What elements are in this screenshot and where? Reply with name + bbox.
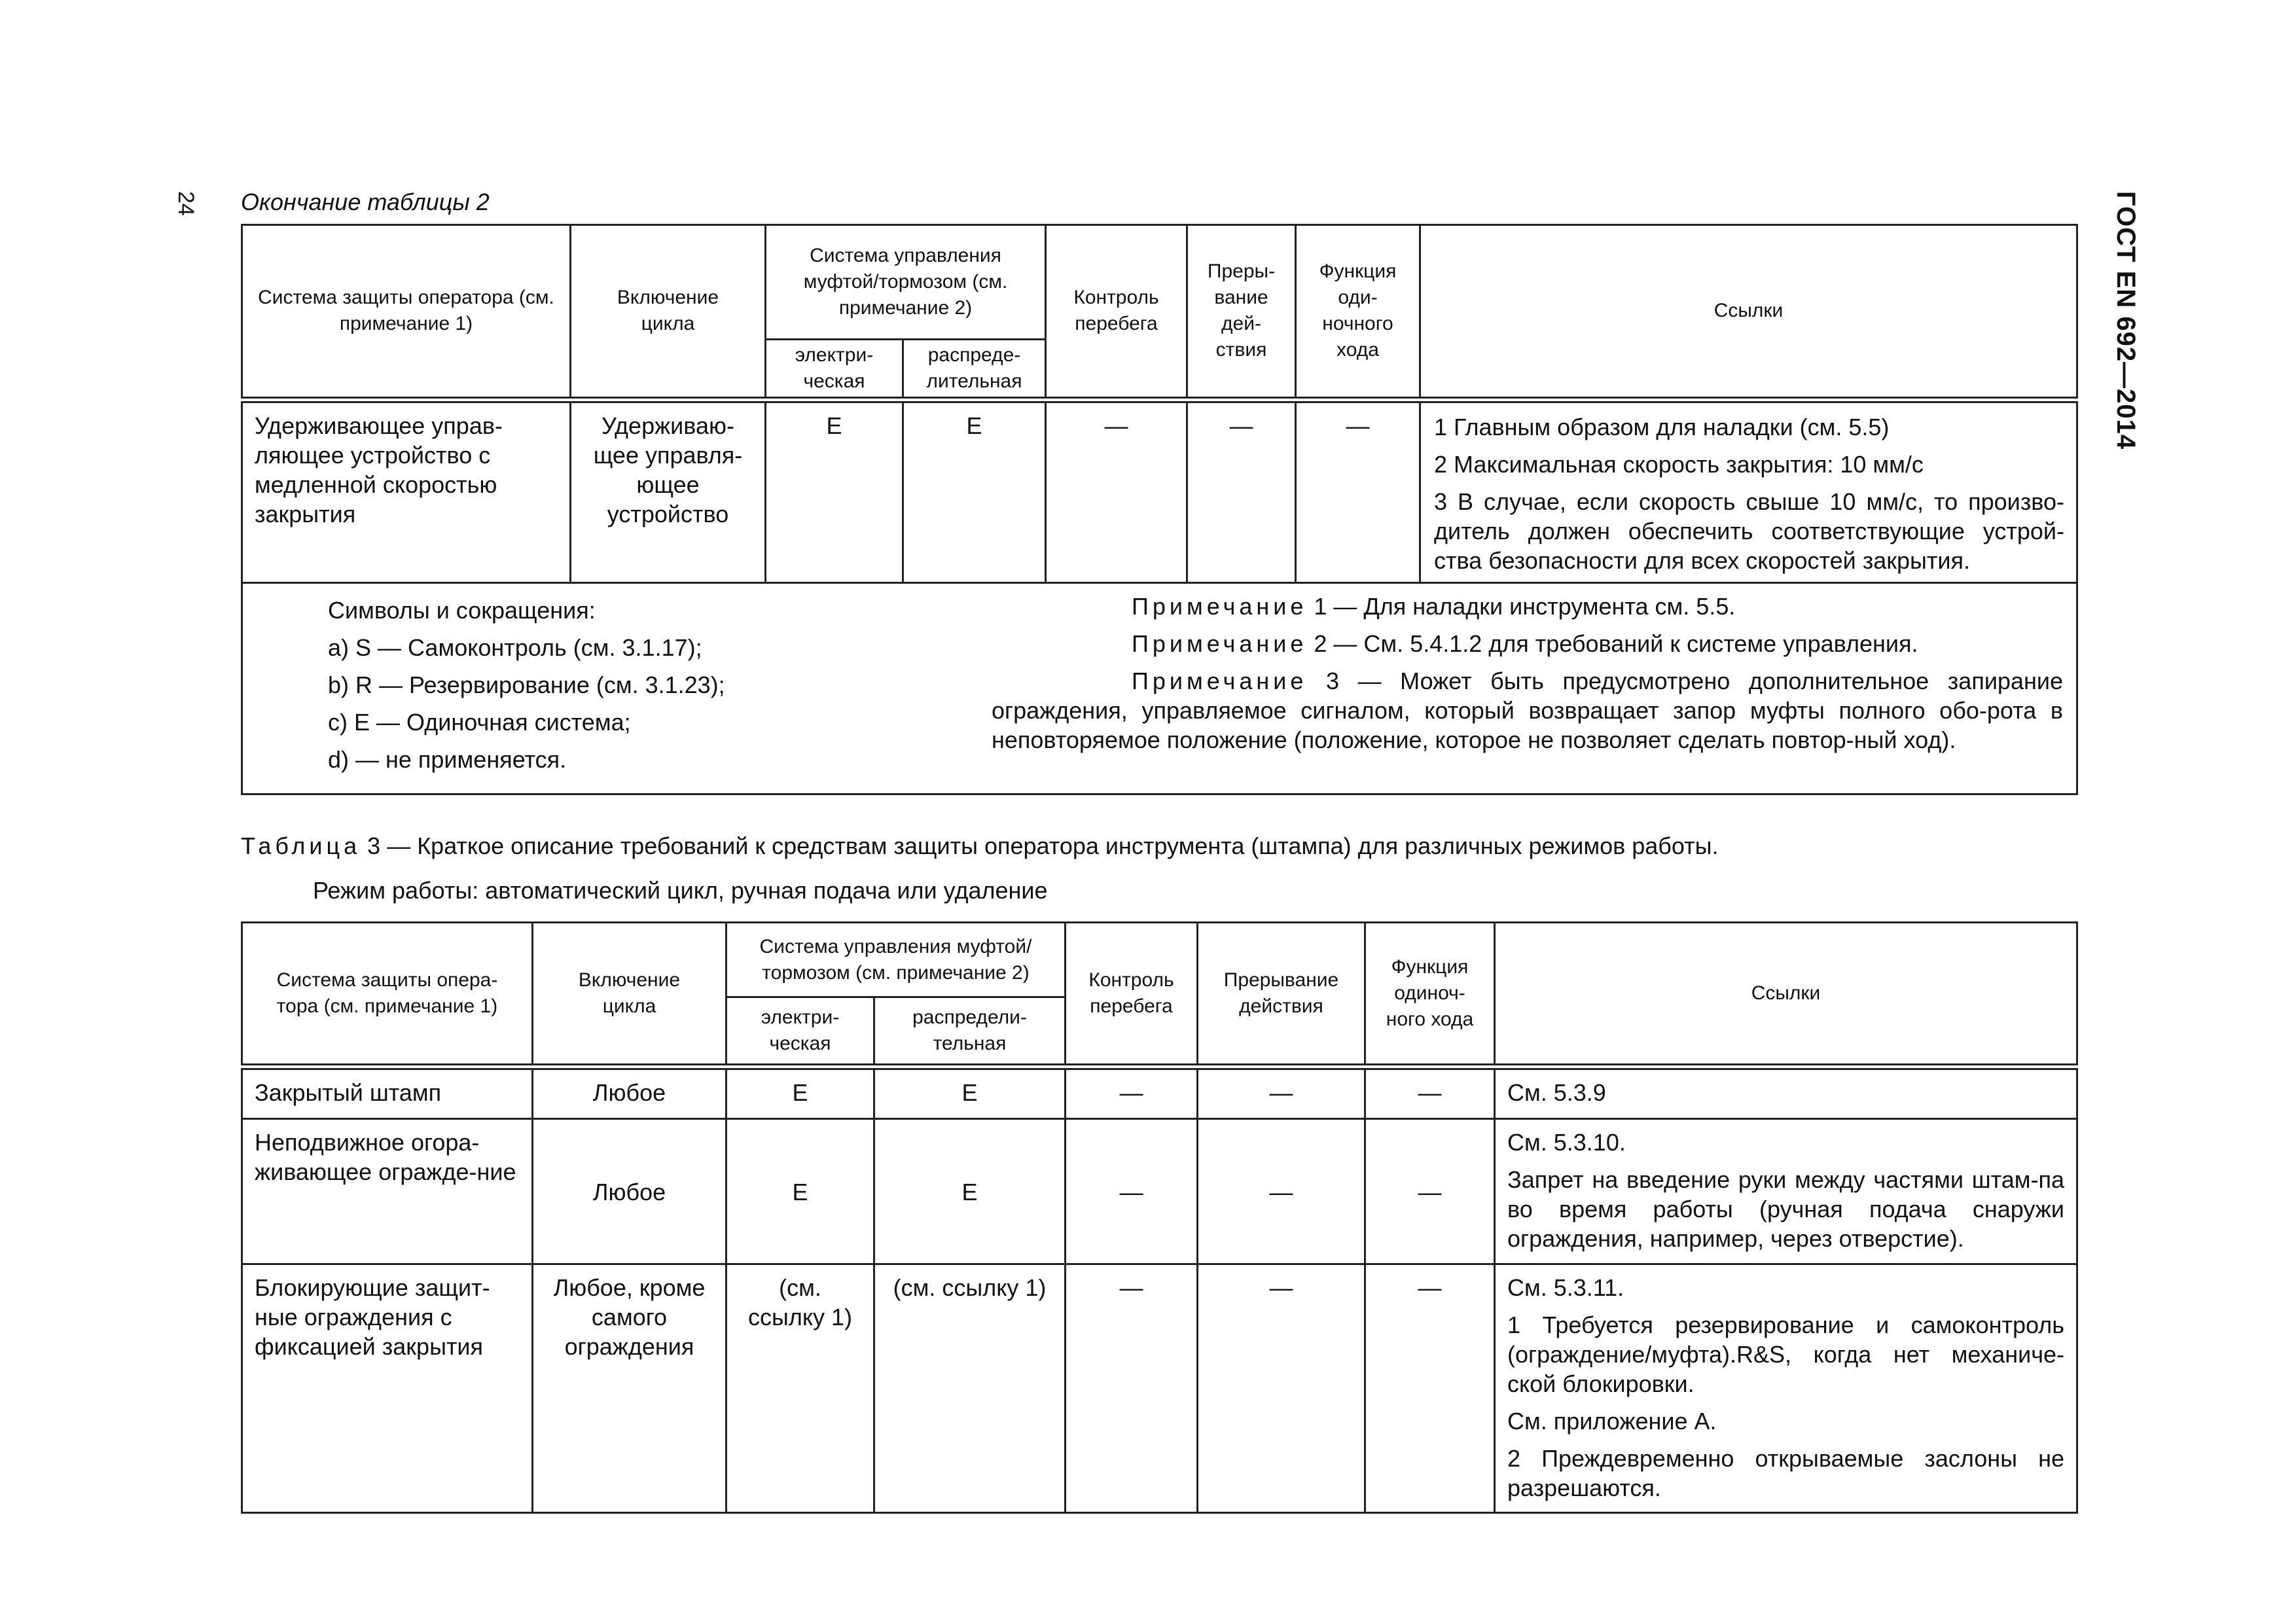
header-overrun-control: Контроль перебега [1066,923,1198,1067]
note-label: Примечание [1132,592,1308,620]
cell-electric: E [726,1119,874,1264]
notes-list [992,592,2063,762]
page-number: 24 [173,191,198,216]
cell-protection: Удерживающее управ-ляющее устройство с медленной скоростью закрытия [242,400,571,583]
header-single-stroke: Функция оди-ночного хода [1296,225,1420,400]
header-electric: электри-ческая [766,340,903,400]
header-references: Ссылки [1420,225,2077,400]
reference-item: 2 Максимальная скорость закрытия: 10 мм/с [1434,450,1924,478]
cell-single-stroke: — [1365,1264,1495,1513]
cell-interrupt: — [1198,1119,1365,1264]
cell-electric: E [726,1067,874,1119]
note-text: 1 — Для наладки инструмента см. 5.5. [1314,592,1736,620]
header-protection-system: Система защиты опера-тора (см. примечание 1) [242,923,533,1067]
header-electric: электри-ческая [726,997,874,1067]
note-2 [1060,629,2063,658]
note-label: Примечание [1132,630,1308,657]
reference-item: См. приложение А. [1507,1408,1717,1435]
reference-item: См. 5.3.11. [1507,1274,1624,1301]
cell-distributive: (см. ссылку 1) [874,1264,1066,1513]
note-3 [992,666,2063,755]
header-action-interrupt: Преры-вание дей-ствия [1187,225,1296,400]
table-2 [241,224,2078,795]
cell-overrun: — [1066,1067,1198,1119]
note-text: 3 — Может быть предусмотрено дополнительное запирание ограждения, управляемое сигналом, который возвращает запор муфты полного обо-рота в неповторяемое положение (положение, которое не позволяет сделать повтор-ный ход). [992,667,2063,753]
header-control-system: Система управления муфтой/ тормозом (см. примечание 2) [726,923,1066,997]
header-cycle-activation: Включение цикла [571,225,766,400]
reference-item: 2 Преждевременно открываемые заслоны не разрешаются. [1507,1445,2064,1501]
header-control-system: Система управления муфтой/тормозом (см. примечание 2) [766,225,1046,340]
cell-activation: Удерживаю-щее управля-ющее устройство [571,400,766,583]
header-overrun-control: Контроль перебега [1046,225,1187,400]
cell-distributive: E [903,400,1046,583]
symbol-item: а) S — Самоконтроль (см. 3.1.17); [328,633,702,661]
cell-electric: E [766,400,903,583]
table-label: Таблица [241,832,361,859]
cell-activation: Любое [533,1119,726,1264]
reference-item: См. 5.3.10. [1507,1129,1626,1156]
table-3-caption [241,832,1718,860]
table-continuation-title: Окончание таблицы 2 [241,188,490,215]
cell-single-stroke: — [1296,400,1420,583]
header-action-interrupt: Прерывание действия [1198,923,1365,1067]
cell-references [1495,1119,2077,1264]
header-cycle-activation: Включение цикла [533,923,726,1067]
header-references: Ссылки [1495,923,2077,1067]
cell-activation: Любое [533,1067,726,1119]
note-label: Примечание [1132,667,1308,694]
symbol-item: d) — не применяется. [328,745,567,773]
cell-distributive: E [874,1119,1066,1264]
header-distributive: распредели-тельная [874,997,1066,1067]
cell-distributive: E [874,1067,1066,1119]
cell-single-stroke: — [1365,1067,1495,1119]
symbols-list [328,592,725,778]
cell-overrun: — [1046,400,1187,583]
cell-references [1420,400,2077,583]
header-protection-system: Система защиты оператора (см. примечание 1) [242,225,571,400]
reference-item: 3 В случае, если скорость свыше 10 мм/с, то произво-дитель должен обеспечить соответствующие устрой-ства безопасности для всех скоростей закрытия. [1434,488,2064,574]
symbols-and-notes [242,582,2077,794]
table-3 [241,921,2078,1514]
cell-overrun: — [1066,1264,1198,1513]
cell-references [1495,1067,2077,1119]
note-1 [1060,592,2063,621]
reference-item: 1 Главным образом для наладки (см. 5.5) [1434,413,1890,440]
reference-item: Запрет на введение руки между частями штам-па во время работы (ручная подача снаружи ограждения, например, через отверстие). [1507,1166,2064,1252]
header-single-stroke: Функция одиноч-ного хода [1365,923,1495,1067]
cell-protection: Блокирующие защит-ные ограждения с фиксацией закрытия [242,1264,533,1513]
cell-protection: Закрытый штамп [242,1067,533,1119]
operating-mode: Режим работы: автоматический цикл, ручная подача или удаление [313,877,1048,904]
symbol-item: с) E — Одиночная система; [328,708,631,736]
reference-item: 1 Требуется резервирование и самоконтроль (ограждение/муфта).R&S, когда нет механиче-ской блокировки. [1507,1311,2064,1397]
header-distributive: распреде-лительная [903,340,1046,400]
cell-interrupt: — [1187,400,1296,583]
reference-item: См. 5.3.9 [1507,1079,1606,1106]
cell-single-stroke: — [1365,1119,1495,1264]
note-text: 2 — См. 5.4.1.2 для требований к системе управления. [1314,630,1918,657]
document-header: ГОСТ EN 692—2014 [2111,191,2140,450]
cell-interrupt: — [1198,1067,1365,1119]
cell-activation: Любое, кроме самого ограждения [533,1264,726,1513]
cell-overrun: — [1066,1119,1198,1264]
symbol-item: b) R — Резервирование (см. 3.1.23); [328,671,725,698]
table-caption-text: 3 — Краткое описание требований к средствам защиты оператора инструмента (штампа) для различных режимов работы. [367,832,1719,859]
cell-references [1495,1264,2077,1513]
symbols-title: Символы и сокращения: [328,596,596,624]
cell-interrupt: — [1198,1264,1365,1513]
cell-protection: Неподвижное огора-живающее огражде-ние [242,1119,533,1264]
cell-electric: (см. ссылку 1) [726,1264,874,1513]
